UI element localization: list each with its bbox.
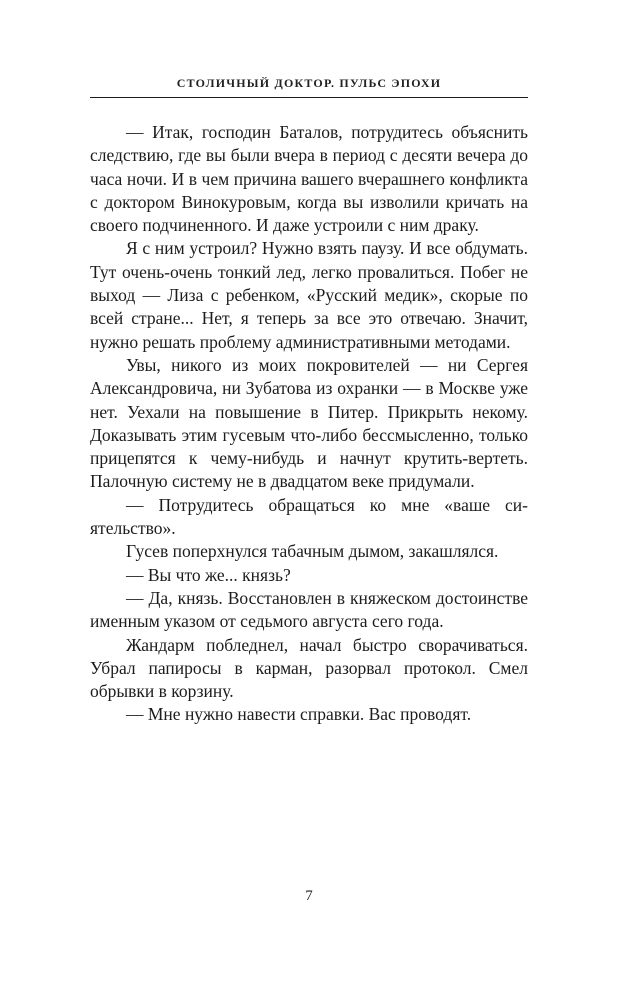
- paragraph: — Вы что же... князь?: [126, 564, 291, 585]
- paragraph: Жандарм побледнел, начал быстро сворачиваться. Убрал папиросы в карман, разорвал протокол. Смел обрывки в корзину.: [90, 634, 528, 702]
- header-rule: [90, 97, 528, 98]
- page-number: 7: [305, 888, 313, 904]
- running-title: СТОЛИЧНЫЙ ДОКТОР. ПУЛЬС ЭПОХИ: [176, 76, 442, 90]
- paragraph: Я с ним устроил? Нужно взять паузу. И все обдумать. Тут очень-очень тонкий лед, легко провалиться. Побег не выход — Лиза с ребенком, «Русский медик», скорые по всей стране... Нет, я теперь за все это отвечаю. Значит, нужно решать проблему административными методами.: [90, 238, 528, 352]
- paragraph: — Да, князь. Восстановлен в княжеском достоинстве именным указом от седьмого августа сего года.: [90, 587, 528, 632]
- paragraph: — Мне нужно навести справки. Вас проводят.: [126, 704, 472, 725]
- paragraph: — Потрудитесь обращаться ко мне «ваше сиятельство».: [90, 494, 528, 539]
- paragraph: — Итак, господин Баталов, потрудитесь объяснить следствию, где вы были вчера в период с десяти вечера до часа ночи. И в чем причина вашего вчерашнего конфликта с доктором Винокуровым, когда вы изволили кричать на своего подчиненного. И даже устроили с ним драку.: [90, 122, 528, 236]
- body-text: [90, 121, 528, 727]
- paragraph: Гусев поперхнулся табачным дымом, закашлялся.: [126, 541, 499, 562]
- paragraph: Увы, никого из моих покровителей — ни Сергея Александровича, ни Зубатова из охранки — в Москве уже нет. Уехали на повышение в Питер. Прикрыть некому. Доказывать этим гусевым что-либо бессмысленно, только прицепятся к чему-нибудь и начнут крутить-вертеть. Палочную систему не в двадцатом веке придумали.: [90, 354, 528, 492]
